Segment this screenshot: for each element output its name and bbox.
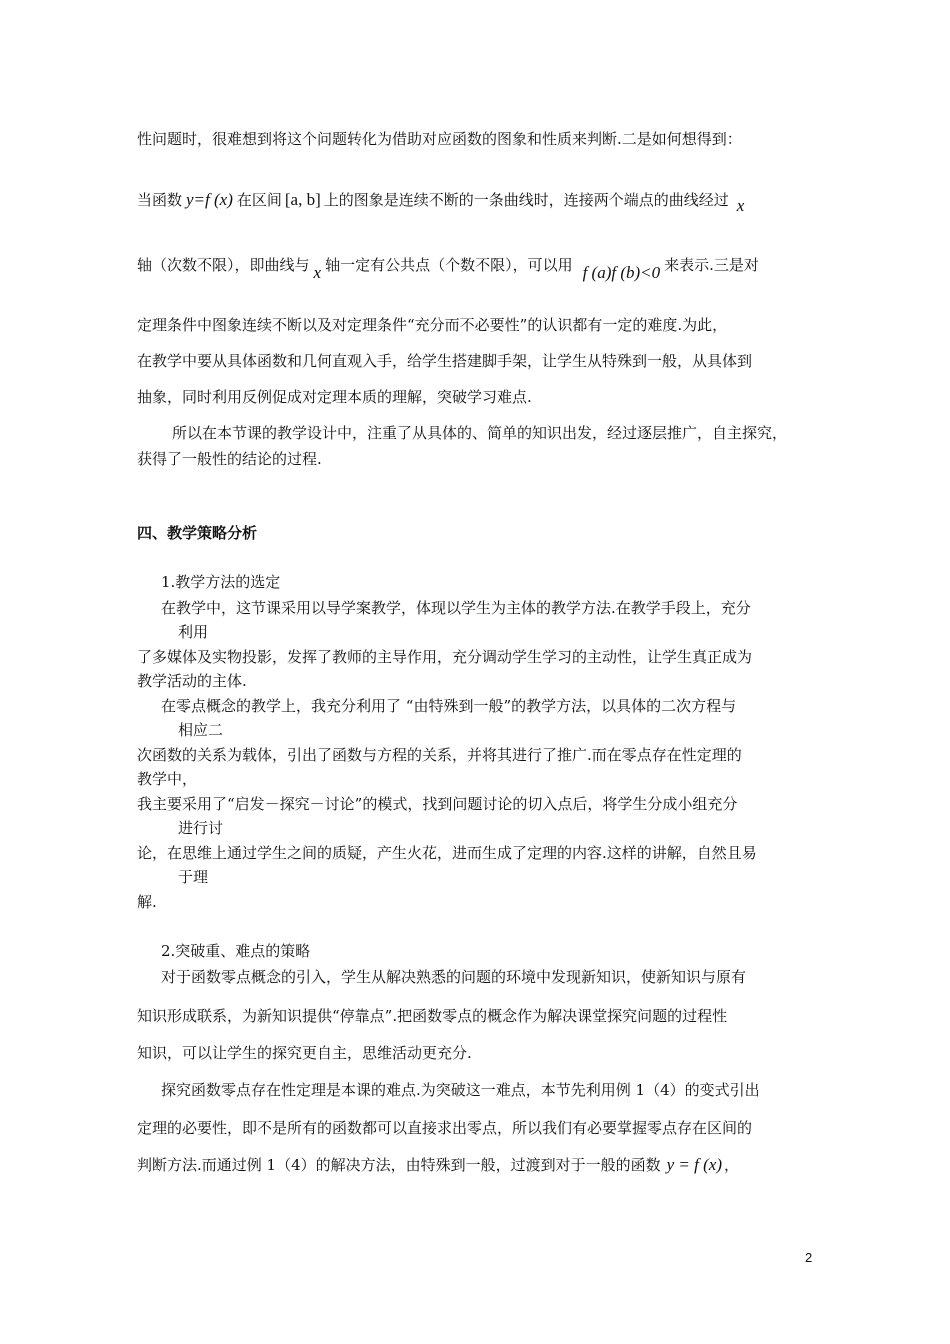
paragraph-line — [178, 622, 208, 642]
text: 次函数的关系为载体，引出了函数与方程的关系，并将其进行了推广.而在零点存在性定理的 — [137, 746, 742, 764]
text: 2.突破重、难点的策略 — [161, 942, 311, 960]
text: 相应二 — [178, 721, 224, 739]
subsection-title — [161, 572, 280, 592]
text: 当函数 — [137, 191, 183, 209]
paragraph-line — [137, 190, 745, 215]
text: 轴（次数不限），即曲线与 — [137, 256, 310, 274]
text: 对于函数零点概念的引入，学生从解决熟悉的问题的环境中发现新知识，使新知识与原有 — [161, 968, 747, 986]
text: 知识，可以让学生的探究更自主，思维活动更充分. — [137, 1044, 472, 1062]
paragraph-line — [178, 867, 208, 887]
math-expression: x — [313, 263, 322, 282]
text: 获得了一般性的结论的过程. — [137, 450, 322, 468]
paragraph-line — [161, 598, 751, 618]
paragraph-line — [137, 769, 197, 789]
text: 解. — [137, 893, 157, 911]
paragraph-line — [137, 671, 247, 691]
text: 上的图象是连续不断的一条曲线时，连接两个端点的曲线经过 — [323, 191, 729, 209]
subsection-title — [161, 941, 310, 961]
paragraph-line — [137, 387, 532, 407]
math-expression: f (a)f (b)<0 — [582, 263, 661, 282]
paragraph-line — [137, 1155, 739, 1175]
text: 1.教学方法的选定 — [161, 573, 281, 591]
paragraph-line — [178, 720, 223, 740]
text: 教学中， — [137, 770, 198, 788]
math-expression: x — [736, 196, 745, 215]
paragraph-line — [178, 818, 223, 838]
text: 轴一定有公共点（个数不限），可以用 — [325, 256, 573, 274]
text: 论，在思维上通过学生之间的质疑，产生火花，进而生成了定理的内容.这样的讲解，自然且易 — [137, 844, 757, 862]
page-number: 2 — [805, 1250, 813, 1265]
paragraph-line — [137, 449, 322, 469]
paragraph-line — [137, 315, 727, 335]
text: 了多媒体及实物投影，发挥了教师的主导作用，充分调动学生学习的主动性，让学生真正成为 — [137, 648, 753, 666]
text: 性问题时，很难想到将这个问题转化为借助对应函数的图象和性质来判断.二是如何想得到： — [137, 130, 742, 148]
paragraph-line — [161, 1080, 760, 1100]
paragraph-line — [161, 696, 736, 716]
paragraph-line — [137, 745, 742, 765]
text: 定理的必要性，即不是所有的函数都可以直接求出零点，所以我们有必要掌握零点存在区间的 — [137, 1119, 753, 1137]
text: 在教学中要从具体函数和几何直观入手，给学生搭建脚手架，让学生从特殊到一般，从具体到 — [137, 352, 753, 370]
text: 进行讨 — [178, 819, 224, 837]
text: 所以在本节课的教学设计中，注重了从具体的、简单的知识出发，经过逐层推广，自主探究， — [172, 424, 788, 442]
paragraph-line — [137, 351, 752, 371]
math-expression: y = f (x) — [666, 1155, 722, 1174]
text: 抽象，同时利用反例促成对定理本质的理解，突破学习难点. — [137, 388, 532, 406]
text: 在零点概念的教学上，我充分利用了 “由特殊到一般”的教学方法，以具体的二次方程与 — [161, 697, 737, 715]
math-expression: [a, b] — [284, 190, 321, 209]
text: 在教学中，这节课采用以导学案教学，体现以学生为主体的教学方法.在教学手段上，充分 — [161, 599, 751, 617]
text: 来表示.三是对 — [664, 256, 759, 274]
text: 于理 — [178, 868, 209, 886]
paragraph-line — [172, 423, 787, 443]
paragraph-line — [137, 892, 157, 912]
text: 在区间 — [236, 191, 282, 209]
paragraph-line — [137, 1043, 472, 1063]
paragraph-line — [137, 1006, 727, 1026]
paragraph-line — [137, 843, 757, 863]
text: 探究函数零点存在性定理是本课的难点.为突破这一难点，本节先利用例 1（4）的变式引出 — [161, 1081, 760, 1099]
paragraph-line — [137, 1118, 752, 1138]
section-heading — [137, 523, 257, 543]
heading-text: 四、教学策略分析 — [137, 524, 258, 542]
paragraph-line — [137, 129, 742, 149]
paragraph-line — [137, 794, 737, 814]
text: 知识形成联系，为新知识提供“停靠点”.把函数零点的概念作为解决课堂探究问题的过程性 — [137, 1007, 728, 1025]
text: 教学活动的主体. — [137, 672, 247, 690]
text: 利用 — [178, 623, 209, 641]
text: 定理条件中图象连续不断以及对定理条件“充分而不必要性”的认识都有一定的难度.为此， — [137, 316, 728, 334]
paragraph-line — [137, 255, 759, 282]
text: ， — [724, 1156, 740, 1174]
paragraph-line — [137, 647, 752, 667]
text: 判断方法.而通过例 1（4）的解决方法，由特殊到一般，过渡到对于一般的函数 — [137, 1156, 661, 1174]
math-expression: y=f (x) — [186, 190, 233, 209]
text: 我主要采用了“启发－探究－讨论”的模式，找到问题讨论的切入点后，将学生分成小组充分 — [137, 795, 738, 813]
paragraph-line — [161, 967, 746, 987]
